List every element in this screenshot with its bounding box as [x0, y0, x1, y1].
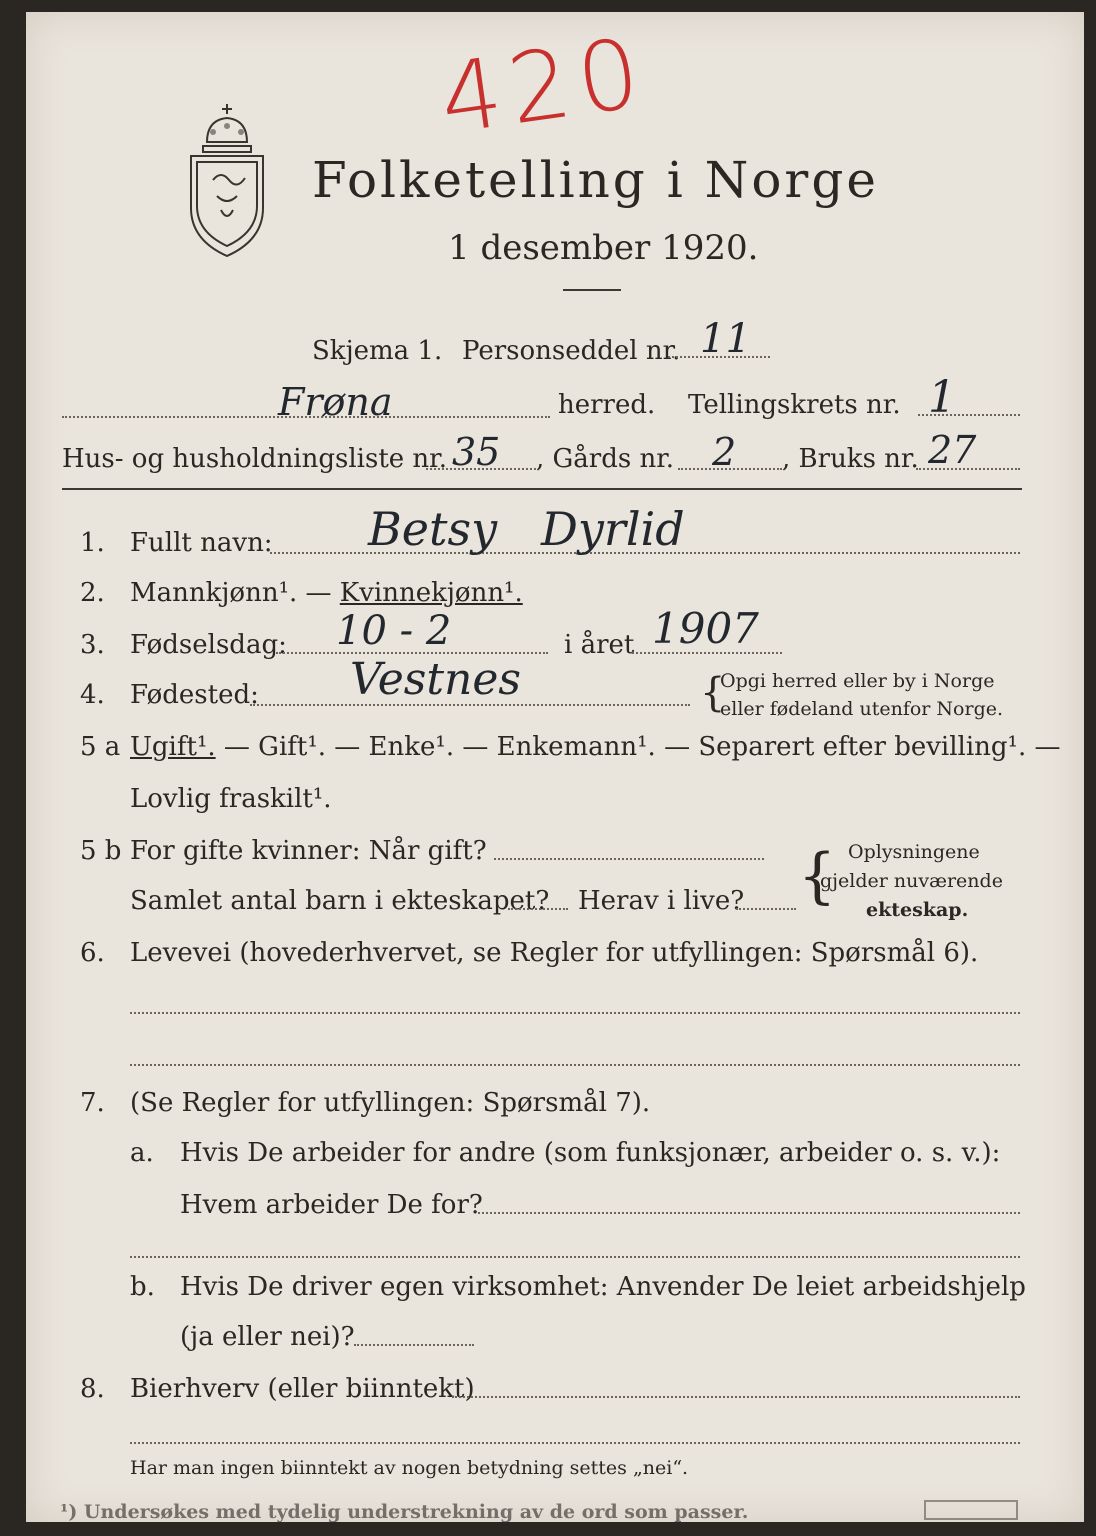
q6-line-2 [130, 1064, 1020, 1066]
q5b-label-1: For gifte kvinner: Når gift? [130, 836, 487, 866]
q2-female: Kvinnekjønn¹. [339, 578, 523, 608]
herred-label: herred. [558, 390, 656, 420]
q1-value: Betsy Dyrlid [368, 502, 685, 556]
bruks-value: 27 [928, 428, 977, 472]
q5b-note-1: Oplysningene [848, 841, 980, 863]
q7-label: (Se Regler for utfyllingen: Spørsmål 7). [130, 1088, 651, 1118]
gards-label: , Gårds nr. [536, 444, 675, 474]
q5b-label-2: Samlet antal barn i ekteskapet? [130, 886, 550, 916]
q7b-letter: b. [130, 1272, 155, 1302]
q5b-line-1 [494, 858, 764, 860]
q5a-label [130, 732, 1061, 762]
section-rule [62, 488, 1022, 490]
q3-year-label: i året [564, 630, 635, 660]
red-annotation: 420 [433, 16, 655, 156]
q8-label: Bierhverv (eller biinntekt) [130, 1374, 475, 1404]
q2-male: Mannkjønn¹. — [130, 578, 340, 608]
q5b-line-3 [736, 908, 796, 910]
q7a-letter: a. [130, 1138, 154, 1168]
q6-label: Levevei (hovederhvervet, se Regler for utfyllingen: Spørsmål 6). [130, 938, 979, 968]
q7b-line-1: Hvis De driver egen virksomhet: Anvender De leiet arbeidshjelp [180, 1272, 1026, 1302]
q4-bracket: { [700, 670, 726, 716]
q1-label: Fullt navn: [130, 528, 273, 558]
q3-value: 10 - 2 [336, 608, 452, 654]
q7a-answer-line [478, 1212, 1020, 1214]
q7-number: 7. [80, 1088, 105, 1118]
personseddel-label: Personseddel nr. [462, 336, 681, 366]
q3-label: Fødselsdag: [130, 630, 287, 660]
q5a-other-options: — Gift¹. — Enke¹. — Enkemann¹. — Separert efter bevilling¹. — [215, 732, 1061, 762]
bruks-label: , Bruks nr. [782, 444, 919, 474]
gards-value: 2 [712, 430, 737, 474]
printer-stamp [924, 1500, 1018, 1520]
q2-number: 2. [80, 578, 105, 608]
q5a-line2: Lovlig fraskilt¹. [130, 784, 332, 814]
coat-of-arms-icon [183, 100, 271, 260]
form-date: 1 desember 1920. [448, 228, 759, 268]
footnote: ¹) Undersøkes med tydelig understrekning av de ord som passer. [60, 1501, 749, 1523]
hus-label: Hus- og husholdningsliste nr. [62, 444, 448, 474]
hus-value: 35 [452, 430, 501, 474]
tellingskrets-label: Tellingskrets nr. [688, 390, 901, 420]
q2-label [130, 578, 523, 608]
form-title: Folketelling i Norge [312, 151, 879, 209]
skjema-label: Skjema 1. [312, 336, 443, 366]
footer-note: Har man ingen biinntekt av nogen betydning settes „nei“. [130, 1457, 689, 1479]
q8-line-2 [130, 1442, 1020, 1444]
q7b-answer-line [354, 1344, 474, 1346]
q4-value: Vestnes [350, 654, 521, 705]
q5b-number: 5 b [80, 836, 122, 866]
title-divider [563, 289, 621, 291]
q4-label: Fødested: [130, 680, 259, 710]
q5b-bracket: { [798, 841, 837, 911]
tellingskrets-value: 1 [928, 372, 956, 423]
q5b-note-2: gjelder nuværende [820, 870, 1003, 892]
q5b-label-3: Herav i live? [578, 886, 745, 916]
personseddel-value: 11 [700, 316, 751, 362]
q8-line [452, 1396, 1020, 1398]
q5a-ugift: Ugift¹. [130, 732, 216, 762]
q6-line-1 [130, 1012, 1020, 1014]
q7b-line-2: (ja eller nei)? [180, 1322, 355, 1352]
q5a-number: 5 a [80, 732, 121, 762]
q7a-line-2: Hvem arbeider De for? [180, 1190, 483, 1220]
q5b-note-3: ekteskap. [866, 899, 969, 921]
q7a-line-1: Hvis De arbeider for andre (som funksjonær, arbeider o. s. v.): [180, 1138, 1001, 1168]
q5b-line-2 [508, 908, 568, 910]
q8-number: 8. [80, 1374, 105, 1404]
q3-number: 3. [80, 630, 105, 660]
q3-year-value: 1907 [652, 604, 759, 653]
q6-number: 6. [80, 938, 105, 968]
q1-number: 1. [80, 528, 105, 558]
q4-number: 4. [80, 680, 105, 710]
herred-value: Frøna [278, 380, 393, 424]
q4-note-2: eller fødeland utenfor Norge. [720, 698, 1004, 720]
q7a-answer-line-2 [130, 1256, 1020, 1258]
q4-note-1: Opgi herred eller by i Norge [720, 670, 995, 692]
